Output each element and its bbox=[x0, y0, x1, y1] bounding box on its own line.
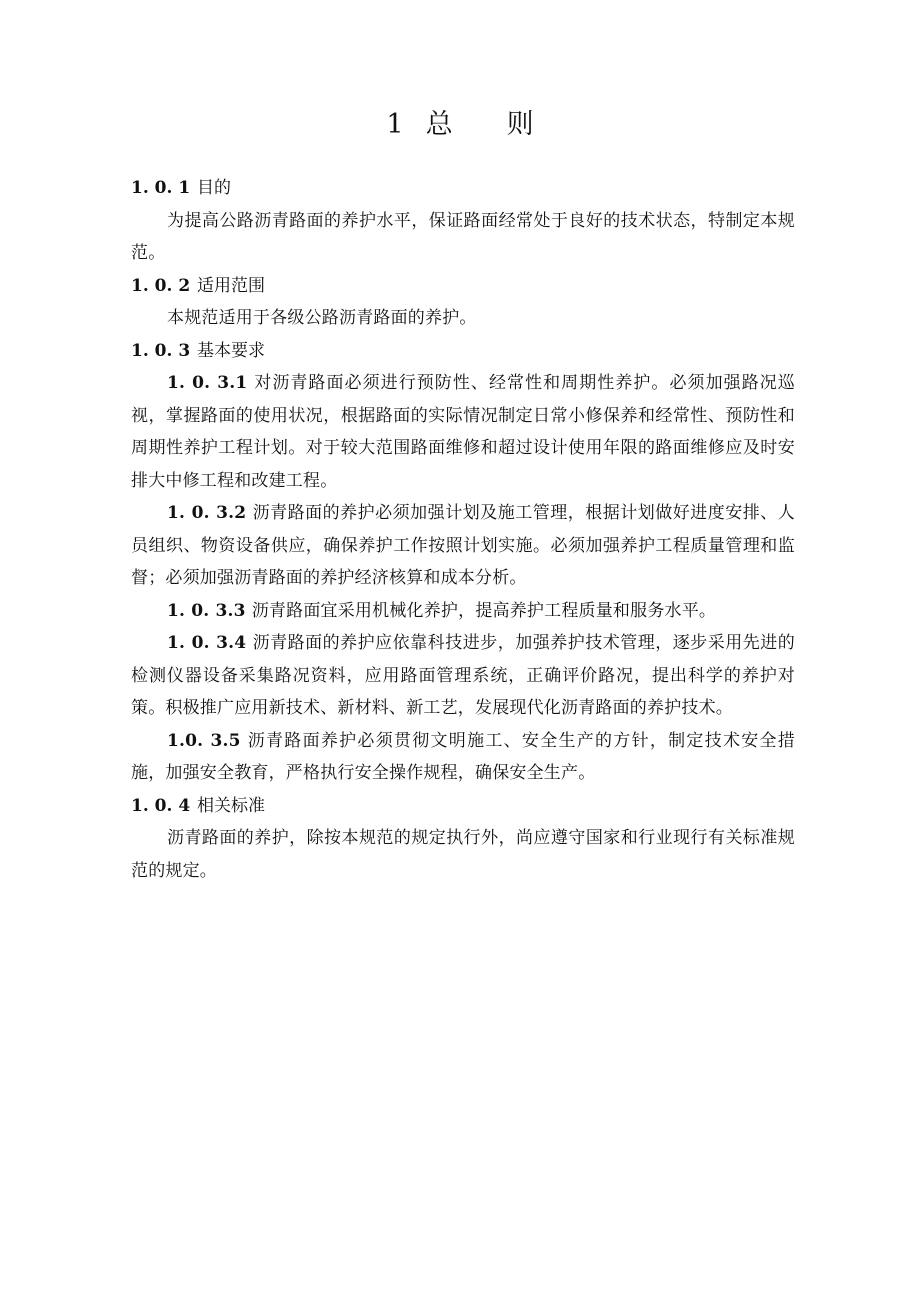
chapter-number: 1 bbox=[386, 109, 404, 140]
section-heading-1-0-3 bbox=[131, 335, 795, 368]
clause-text: 沥青路面宜采用机械化养护，提高养护工程质量和服务水平。 bbox=[251, 600, 717, 621]
chapter-title bbox=[0, 105, 920, 145]
section-number: 1. 0. 3 bbox=[131, 340, 191, 361]
section-title: 基本要求 bbox=[197, 340, 265, 361]
section-heading-1-0-4 bbox=[131, 790, 795, 823]
document-body bbox=[131, 172, 795, 887]
clause-text: 沥青路面养护必须贯彻文明施工、安全生产的方针，制定技术安全措施，加强安全教育，严格执行安全操作规程，确保安全生产。 bbox=[131, 730, 795, 783]
section-number: 1. 0. 4 bbox=[131, 795, 191, 816]
section-paragraph-1-0-4: 沥青路面的养护，除按本规范的规定执行外，尚应遵守国家和行业现行有关标准规范的规定。 bbox=[131, 828, 795, 881]
clause-text: 沥青路面的养护必须加强计划及施工管理，根据计划做好进度安排、人员组织、物资设备供应，确保养护工作按照计划实施。必须加强养护工程质量管理和监督；必须加强沥青路面的养护经济核算和成本分析。 bbox=[131, 503, 795, 588]
clause-number: 1. 0. 3.1 bbox=[167, 373, 248, 393]
section-paragraph-1-0-2: 本规范适用于各级公路沥青路面的养护。 bbox=[167, 308, 477, 328]
section-heading-1-0-1 bbox=[131, 172, 795, 205]
section-title: 相关标准 bbox=[197, 795, 265, 816]
clause-number: 1. 0. 3.3 bbox=[167, 600, 246, 621]
clause-number: 1. 0. 3.2 bbox=[167, 503, 247, 523]
clause-1-0-3-5 bbox=[131, 725, 795, 790]
clause-1-0-3-2 bbox=[131, 497, 795, 595]
chapter-title-char-2: 则 bbox=[506, 109, 534, 140]
section-number: 1. 0. 2 bbox=[131, 275, 191, 296]
section-heading-1-0-2 bbox=[131, 270, 795, 303]
clause-number: 1. 0. 3.4 bbox=[167, 633, 247, 653]
section-number: 1. 0. 1 bbox=[131, 178, 191, 198]
clause-text: 对沥青路面必须进行预防性、经常性和周期性养护。必须加强路况巡视，掌握路面的使用状况，根据路面的实际情况制定日常小修保养和经常性、预防性和周期性养护工程计划。对于较大范围路面维修和超过设计使用年限的路面维修应及时安排大中修工程和改建工程。 bbox=[131, 373, 795, 491]
section-title: 目的 bbox=[197, 178, 231, 198]
clause-1-0-3-4 bbox=[131, 627, 795, 725]
section-paragraph-1-0-1: 为提高公路沥青路面的养护水平，保证路面经常处于良好的技术状态，特制定本规范。 bbox=[131, 210, 795, 263]
section-title: 适用范围 bbox=[197, 275, 265, 296]
clause-number: 1.0. 3.5 bbox=[167, 730, 241, 751]
clause-1-0-3-3 bbox=[131, 595, 795, 628]
chapter-title-char-1: 总 bbox=[425, 109, 453, 140]
clause-text: 沥青路面的养护应依靠科技进步，加强养护技术管理，逐步采用先进的检测仪器设备采集路况资料，应用路面管理系统，正确评价路况，提出科学的养护对策。积极推广应用新技术、新材料、新工艺，发展现代化沥青路面的养护技术。 bbox=[131, 633, 795, 718]
clause-1-0-3-1 bbox=[131, 367, 795, 497]
